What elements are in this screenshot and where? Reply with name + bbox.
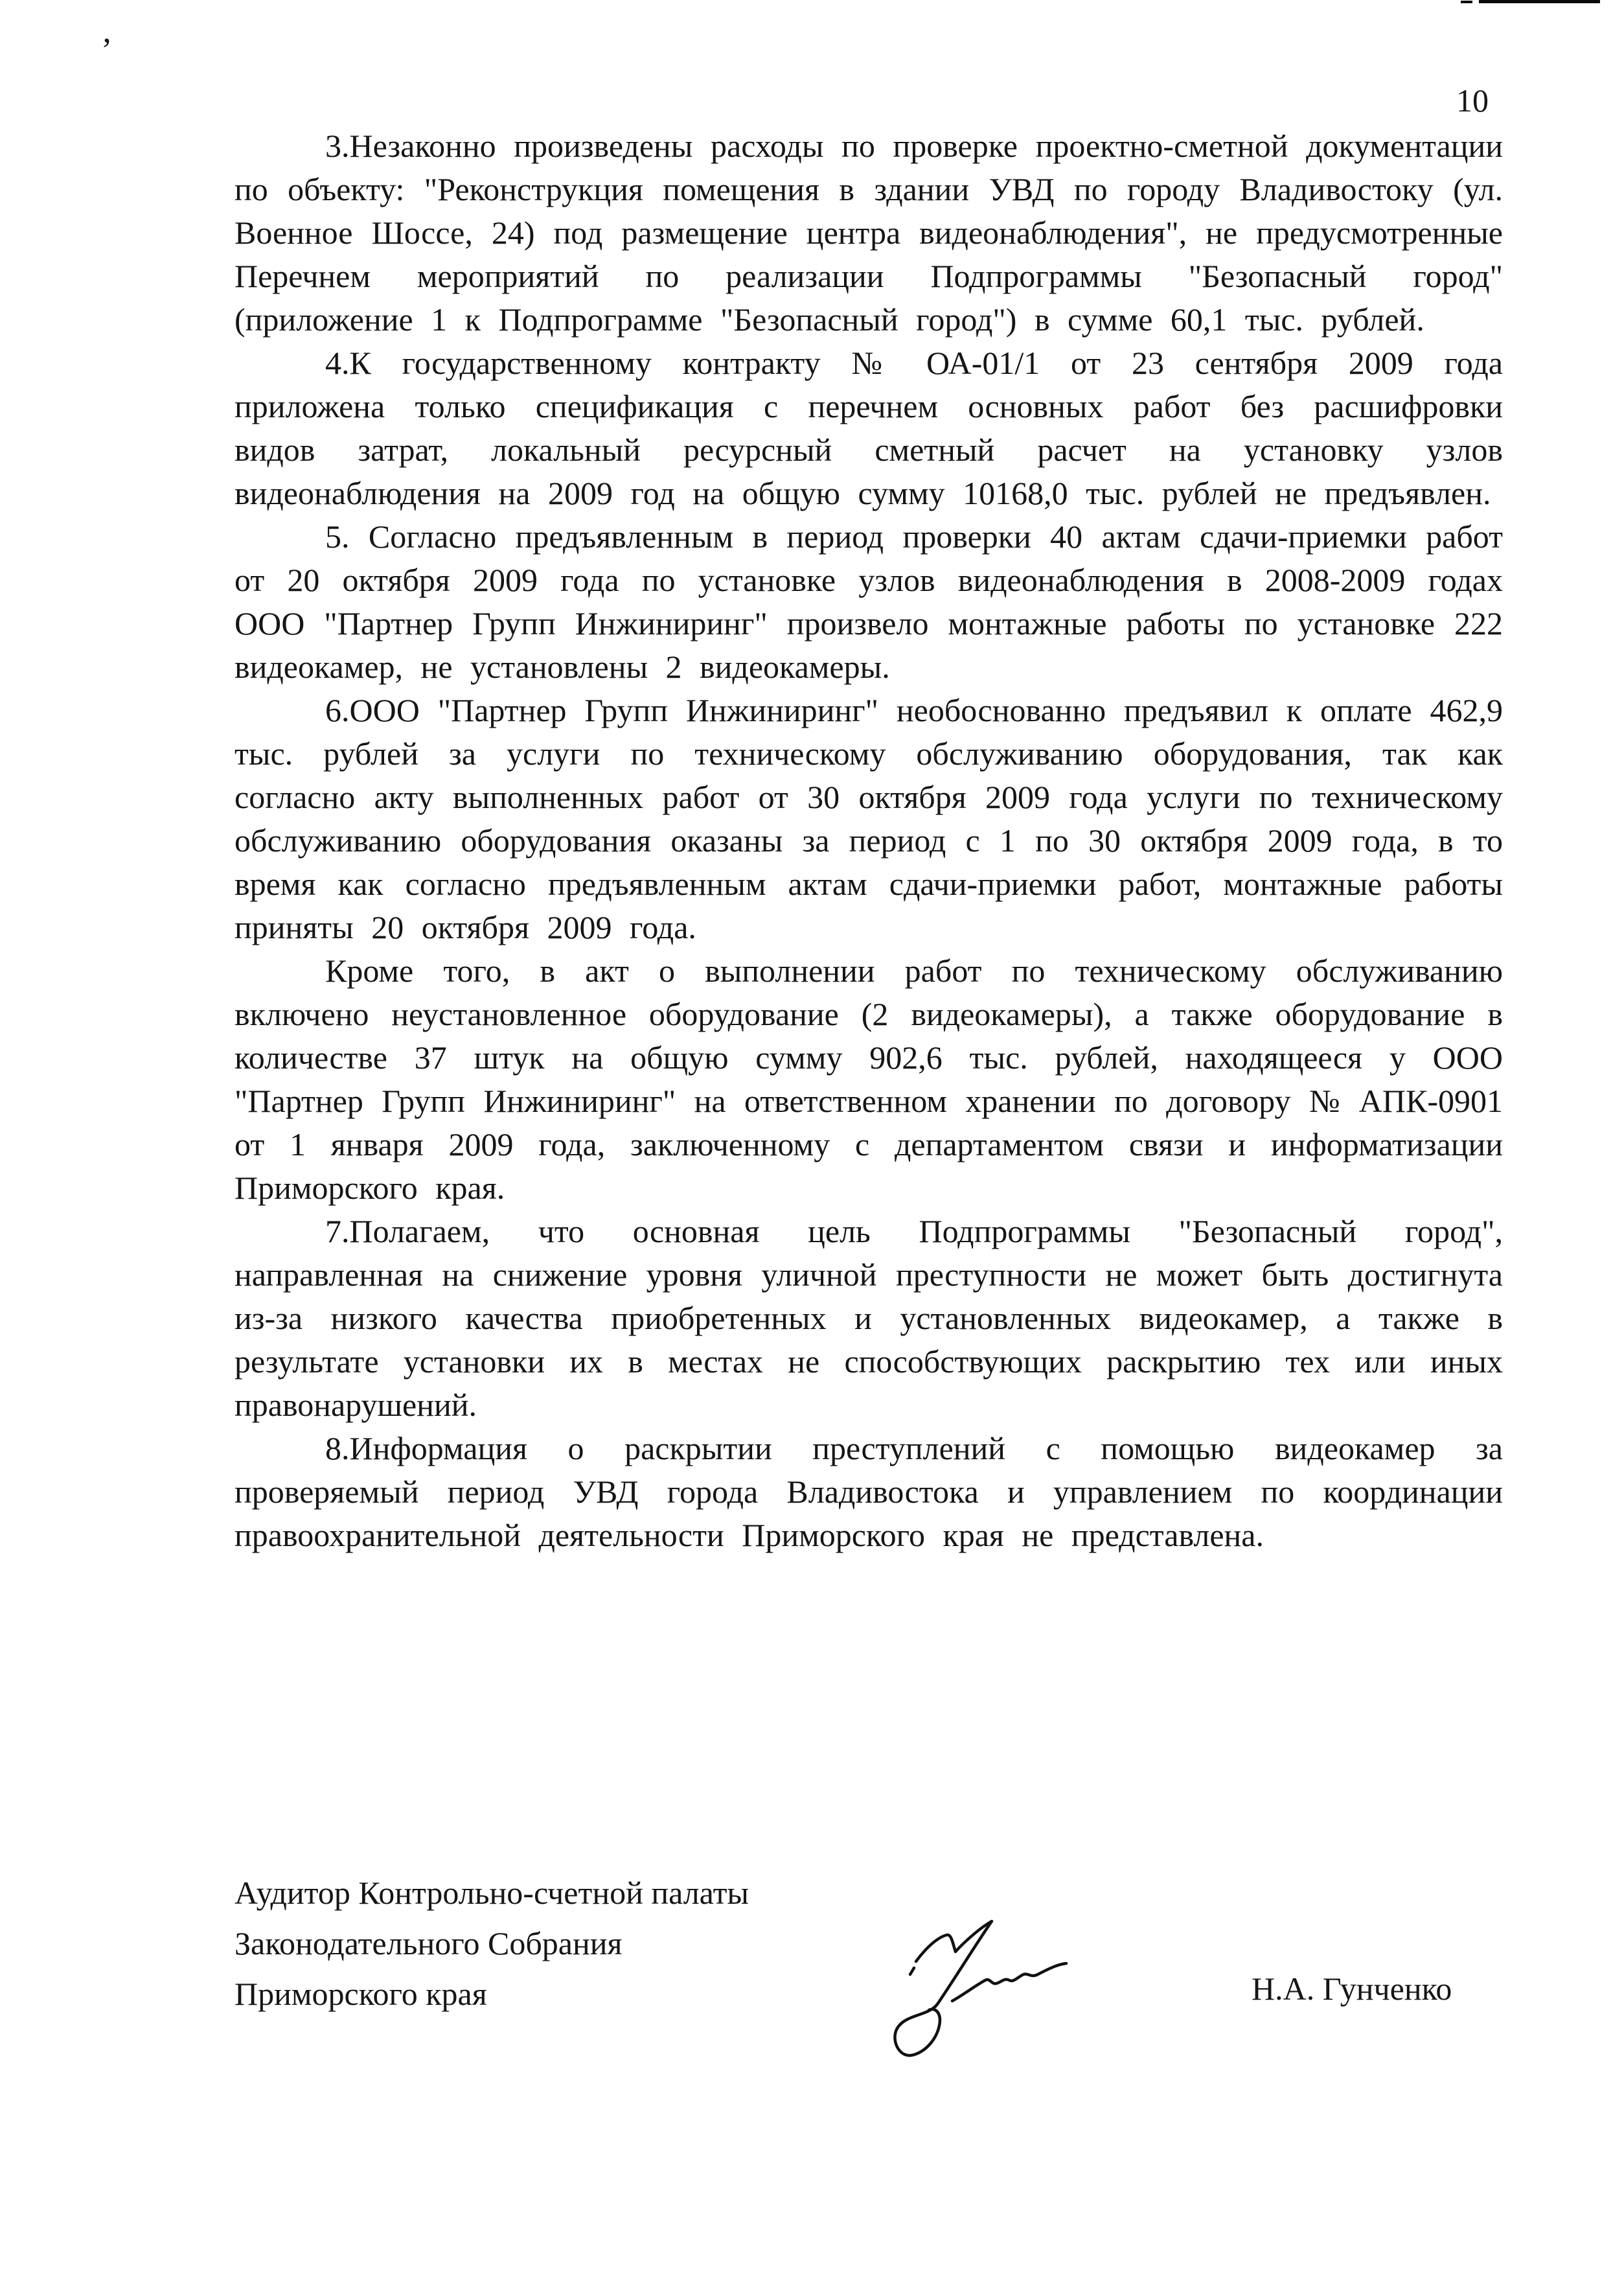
paragraph-6-addendum: Кроме того, в акт о выполнении работ по техническому обслуживанию включено неустановленное оборудование (2 видеокамеры), а также оборудование в количестве 37 штук на общую сумму 902,6 тыс. рублей, находящееся у ООО "Партнер Групп Инжиниринг" на ответственном хранении по договору № АПК-0901 от 1 января 2009 года, заключенному с департаментом связи и информатизации Приморского края. [234,953,1503,1206]
paragraph-8: 8.Информация о раскрытии преступлений с помощью видеокамер за проверяемый период УВД города Владивостока и управлением по координации правоохранительной деятельности Приморского края не представлена. [234,1430,1503,1553]
signer-title-line-1: Аудитор Контрольно-счетной палаты [234,1875,749,1911]
document-body [234,124,1503,1557]
paragraph-3: 3.Незаконно произведены расходы по проверке проектно-сметной документации по объекту: "Реконструкция помещения в здании УВД по городу Владивостоку (ул. Военное Шоссе, 24) под размещение центра видеонаблюдения", не предусмотренные Перечнем мероприятий по реализации Подпрограммы "Безопасный город" (приложение 1 к Подпрограмме "Безопасный город") в сумме 60,1 тыс. рублей. [234,128,1503,338]
scan-artifact-top-line [1479,0,1600,3]
signature-block-titles [234,1867,749,2019]
signer-title-line-3: Приморского края [234,1976,487,2012]
paragraph-7: 7.Полагаем, что основная цель Подпрограммы "Безопасный город", направленная на снижение уровня уличной преступности не может быть достигнута из-за низкого качества приобретенных и установленных видеокамер, а также в результате установки их в местах не способствующих раскрытию тех или иных правонарушений. [234,1213,1503,1423]
page-number: 10 [1456,82,1489,119]
signer-name: Н.А. Гунченко [1252,1971,1452,2007]
paragraph-6: 6.ООО "Партнер Групп Инжиниринг" необоснованно предъявил к оплате 462,9 тыс. рублей за услуги по техническому обслуживанию оборудования, так как согласно акту выполненных работ от 30 октября 2009 года услуги по техническому обслуживанию оборудования оказаны за период с 1 по 30 октября 2009 года, в то время как согласно предъявленным актам сдачи-приемки работ, монтажные работы приняты 20 октября 2009 года. [234,692,1503,945]
signer-title-line-2: Законодательного Собрания [234,1925,623,1961]
handwritten-signature-icon [893,1918,1074,2062]
scan-artifact-speck: ’ [101,32,113,69]
paragraph-5: 5. Согласно предъявленным в период проверки 40 актам сдачи-приемки работ от 20 октября 2009 года по установке узлов видеонаблюдения в 2008-2009 годах ООО "Партнер Групп Инжиниринг" произвело монтажные работы по установке 222 видеокамер, не установлены 2 видеокамеры. [234,518,1503,685]
paragraph-4: 4.К государственному контракту № ОА-01/1 от 23 сентября 2009 года приложена только спецификация с перечнем основных работ без расшифровки видов затрат, локальный ресурсный сметный расчет на установку узлов видеонаблюдения на 2009 год на общую сумму 10168,0 тыс. рублей не предъявлен. [234,345,1503,511]
